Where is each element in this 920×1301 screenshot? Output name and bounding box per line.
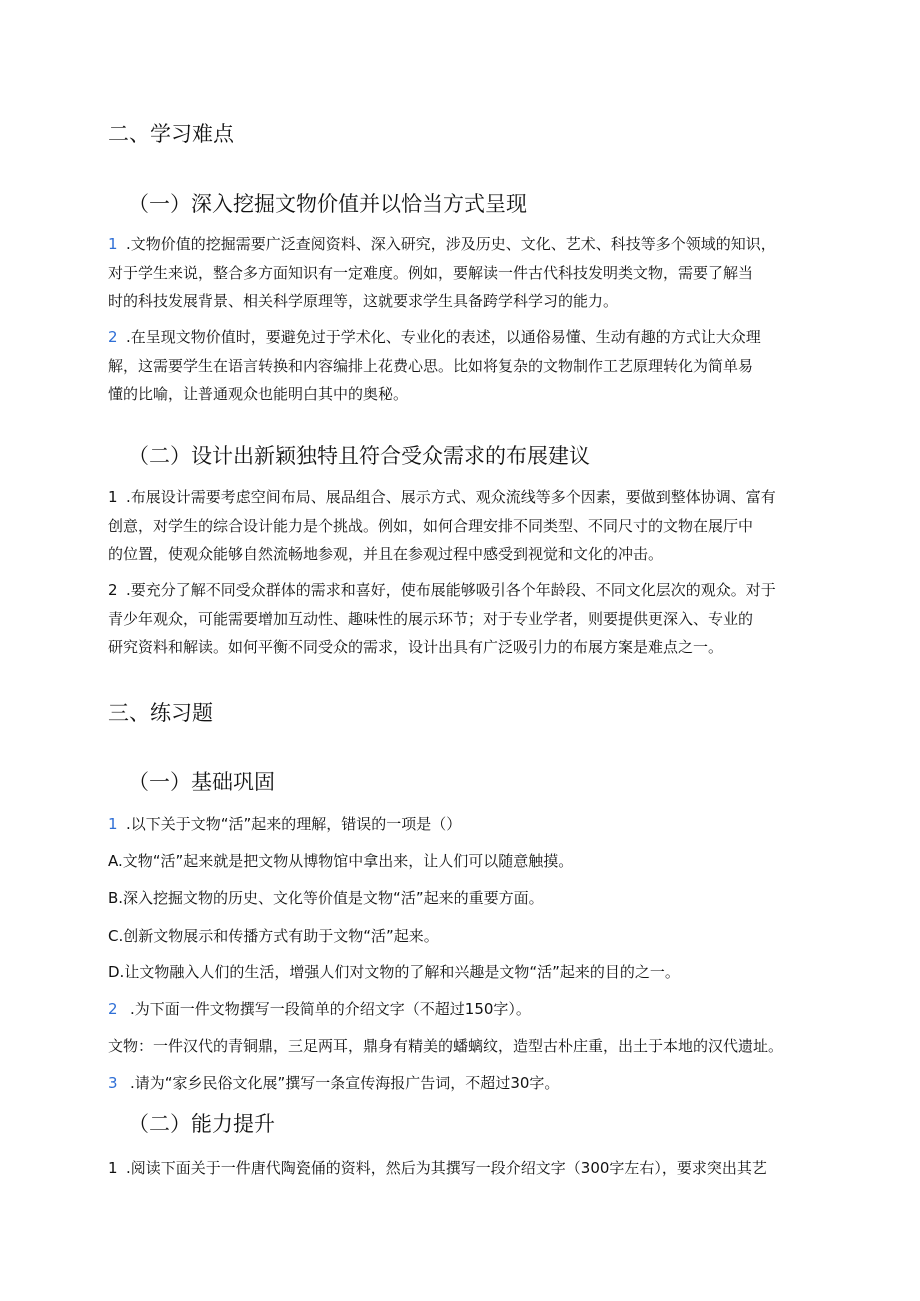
difficulty-item-3: [108, 483, 776, 569]
item-line: 青少年观众，可能需要增加互动性、趣味性的展示环节；对于专业学者，则要提供更深入、专业的: [108, 609, 754, 628]
question-text: .为下面一件文物撰写一段简单的介绍文字（不超过150字）。: [130, 1000, 531, 1018]
ability-question-1-stem: [108, 1157, 767, 1178]
question-1-option-d: D.让文物融入人们的生活，增强人们对文物的了解和兴趣是文物“活”起来的目的之一。: [108, 963, 680, 981]
item-number: 1: [108, 488, 118, 506]
item-line: 解，这需要学生在语言转换和内容编排上花费心思。比如将复杂的文物制作工艺原理转化为简单易: [108, 356, 754, 375]
difficulty-item-1: [108, 230, 776, 316]
section-3-sub-2-heading: （二）能力提升: [128, 1112, 275, 1136]
question-1-option-c: C.创新文物展示和传播方式有助于文物“活”起来。: [108, 927, 439, 945]
item-number: 1: [108, 235, 118, 253]
question-1-stem: [108, 813, 461, 834]
difficulty-item-2: [108, 323, 761, 409]
item-line: 创意，对学生的综合设计能力是个挑战。例如，如何合理安排不同类型、不同尺寸的文物在展厅中: [108, 516, 754, 535]
section-3-sub-1-heading: （一）基础巩固: [128, 770, 275, 794]
difficulty-item-4: [108, 576, 776, 662]
item-line: .要充分了解不同受众群体的需求和喜好，使布展能够吸引各个年龄段、不同文化层次的观众。对于: [126, 581, 776, 599]
section-2-sub-2-heading: （二）设计出新颖独特且符合受众需求的布展建议: [128, 444, 590, 468]
question-text: .以下关于文物“活”起来的理解，错误的一项是（）: [126, 815, 462, 833]
question-2-detail: 文物：一件汉代的青铜鼎，三足两耳，鼎身有精美的蟠螭纹，造型古朴庄重，出土于本地的汉代遗址。: [108, 1037, 784, 1055]
question-number: 2: [108, 1000, 118, 1018]
section-3-heading: 三、练习题: [108, 701, 213, 725]
item-number: 2: [108, 581, 118, 599]
question-2-stem: [108, 998, 531, 1019]
item-line: .在呈现文物价值时，要避免过于学术化、专业化的表述，以通俗易懂、生动有趣的方式让大众理: [126, 328, 761, 346]
question-3-stem: [108, 1072, 559, 1093]
item-line: .布展设计需要考虑空间布局、展品组合、展示方式、观众流线等多个因素，要做到整体协调、富有: [126, 488, 776, 506]
question-text: .请为“家乡民俗文化展”撰写一条宣传海报广告词，不超过30字。: [130, 1074, 560, 1092]
item-line: 对于学生来说，整合多方面知识有一定难度。例如，要解读一件古代科技发明类文物，需要了解当: [108, 263, 754, 282]
question-number: 1: [108, 1159, 118, 1177]
question-1-option-a: A.文物“活”起来就是把文物从博物馆中拿出来，让人们可以随意触摸。: [108, 852, 574, 870]
item-line: 的位置，使观众能够自然流畅地参观，并且在参观过程中感受到视觉和文化的冲击。: [108, 545, 664, 563]
section-2-heading: 二、学习难点: [108, 122, 234, 146]
question-number: 3: [108, 1074, 118, 1092]
question-1-option-b: B.深入挖掘文物的历史、文化等价值是文物“活”起来的重要方面。: [108, 889, 544, 907]
item-line: 时的科技发展背景、相关科学原理等，这就要求学生具备跨学科学习的能力。: [108, 292, 619, 310]
section-2-sub-1-heading: （一）深入挖掘文物价值并以恰当方式呈现: [128, 192, 527, 216]
question-number: 1: [108, 815, 118, 833]
item-number: 2: [108, 328, 118, 346]
item-line: .文物价值的挖掘需要广泛查阅资料、深入研究，涉及历史、文化、艺术、科技等多个领域的知识，: [126, 235, 776, 253]
item-line: 懂的比喻，让普通观众也能明白其中的奥秘。: [108, 385, 409, 403]
question-text: .阅读下面关于一件唐代陶瓷俑的资料，然后为其撰写一段介绍文字（300字左右），要求突出其艺: [126, 1159, 767, 1177]
item-line: 研究资料和解读。如何平衡不同受众的需求，设计出具有广泛吸引力的布展方案是难点之一。: [108, 638, 724, 656]
